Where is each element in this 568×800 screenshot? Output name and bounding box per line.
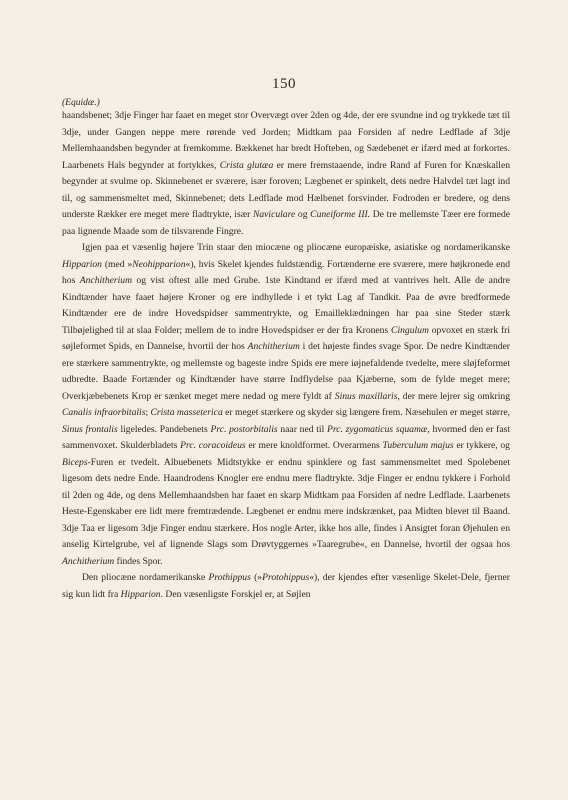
paragraph: [62, 108, 510, 240]
text-run: ligeledes. Pandebenets: [117, 423, 211, 435]
text-run: «), der kjendes efter væsenlige Skelet-Dele, fjerner sig kun lidt fra: [62, 572, 511, 600]
paragraph: [62, 240, 510, 570]
text-run: (»: [250, 572, 263, 583]
italic-term: Cuneiforme III.: [310, 209, 371, 220]
italic-term: Anchitherium: [79, 275, 133, 286]
text-run: (med »: [101, 258, 133, 270]
italic-term: Sinus maxillaris: [334, 390, 398, 402]
italic-term: Hipparion: [120, 588, 161, 600]
text-run: og vist oftest alle med Grube. 1ste Kindtand er ifærd med at vantrives helt. Alle de andre Kindtænder have faaet højere Kroner og ere indhyllede i et tykt Lag af Tandkit. Paa de øvre bredformede Kindtænder ere de indre Hovedspidser sammentrykte, og Emailleklædningen har paa sine Steder stærk Tilbøjelighed til at slaa Folder; mellem de to indre Hovedspidser er der fra Kronens: [62, 275, 510, 336]
text-run: og: [295, 209, 311, 220]
text-run: i det højeste findes svage Spor. De nedre Kindtænder ere stærkere sammentrykte, og mellemste og bageste indre Spids ere mere iøjnefaldende tvedelte, mere sløjfeformet udbredte. Baade Fortænder og Kindtænder have større Indflydelse paa Kjæberne, som de fylde meget mere; Overkjæbebenets Krop er sænket meget mere nedad og mere fyldt af: [62, 341, 511, 402]
text-run: findes Spor.: [114, 555, 163, 567]
italic-term: Protohippus: [262, 572, 310, 583]
text-run: . Den væsenligste Forskjel er, at Søjlen: [160, 588, 311, 600]
text-run: , hvormed den er fast sammenvoxet. Skulderbladets: [62, 423, 510, 451]
text-run: -Furen er tvedelt. Albuebenets Midtstykke er endnu spinklere og fast sammensmeltet med Spolebenet ligesom dets nedre Ende. Haandrodens Knogler ere endnu mere fladtrykte. 3dje Finger er endnu tykkere i Forhold til 2den og 4de, og dens Mellemhaandsben har faaet en skarp Midtkam paa Forsiden af nedre Ledflade. Laarbenets Heste-Egenskaber ere lidt mere fremtrædende. Lægbenet er endnu mere indskrænket, paa Midten blevet til Baand. 3dje Taa er ligesom 3dje Finger endnu stærkere. Hos nogle Arter, ikke hos alle, findes i Ansigtet foran Øjehulen en anselig Kirtelgrube, vel af lignende Slags som Drøvtyggernes »Taaregrube«, en Dannelse, hvortil der ogsaa hos: [62, 456, 510, 550]
italic-term: Prothippus: [208, 572, 251, 583]
italic-term: Tuberculum majus: [382, 440, 454, 451]
italic-term: Cingulum: [391, 324, 429, 336]
text-run: Den pliocæne nordamerikanske: [82, 572, 209, 583]
text-run: er mere fremstaaende, indre Rand af Furen for Knæskallen begynder at svulme op. Skinnebenet er sværere, især foroven; Lægbenet er spinkelt, dets nedre Halvdel tæt lagt ind til, og sammensmeltet med, Skinnebenet; dets Ledflade mod Hælbenet forsvinder. Fodroden er bredere, og dens underste Rækker ere meget mere fladtrykte, især: [62, 159, 510, 220]
italic-term: Naviculare: [252, 209, 296, 220]
italic-term: Crista glutæa: [219, 159, 274, 171]
text-run: er meget stærkere og skyder sig længere frem. Næsehulen er meget større,: [222, 407, 510, 418]
text-run: ;: [145, 407, 151, 418]
italic-term: Crista masseterica: [150, 407, 223, 418]
italic-term: Sinus frontalis: [62, 423, 118, 435]
page-number: 150: [272, 76, 296, 92]
italic-term: Anchitherium: [247, 341, 300, 352]
text-run: haandsbenet; 3dje Finger har faaet en meget stor Overvægt over 2den og 4de, der ere svundne ind og trykkede tæt til 3dje, under Gangen neppe mere rørende ved Jorden; Midtkam paa Forsiden af nedre Ledflade af 3dje Mellemhaandsben begynder at fremkomme. Bækkenet har bredt Hofteben, og Sædebenet er ifærd med at forkortes. Laarbenets Hals begynder at fortykkes,: [62, 110, 510, 171]
paragraph: [62, 570, 510, 603]
text-run: «), hvis Skelet kjendes fuldstændig. Fortænderne ere sværere, mere højkronede end hos: [62, 258, 511, 286]
italic-term: Anchitherium: [62, 555, 115, 567]
italic-term: Biceps: [62, 456, 88, 468]
running-head: (Equidæ.): [62, 98, 100, 108]
italic-term: Hipparion: [62, 258, 102, 270]
italic-term: Prc. postorbitalis: [210, 423, 278, 435]
italic-term: Canalis infraorbitalis: [62, 407, 146, 418]
italic-term: Prc. zygomaticus squamæ: [327, 423, 428, 435]
text-run: , der mere lejrer sig omkring: [397, 390, 510, 402]
body-text: [62, 108, 510, 603]
text-run: er tykkere, og: [453, 440, 510, 451]
text-run: De tre mellemste Tæer ere formede paa lignende Maade som de tilsvarende Fingre.: [62, 209, 511, 237]
italic-term: Neohipparion: [132, 258, 186, 270]
italic-term: Prc. coracoideus: [180, 440, 246, 451]
text-run: Igjen paa et væsenlig højere Trin staar den miocæne og pliocæne europæiske, asiatiske og nordamerikanske: [82, 242, 510, 253]
text-run: er mere knoldformet. Overarmens: [245, 440, 383, 451]
text-run: naar ned til: [277, 423, 328, 435]
text-run: opvoxet en stærk fri søjleformet Spids, en Dannelse, hvortil der hos: [62, 324, 511, 352]
